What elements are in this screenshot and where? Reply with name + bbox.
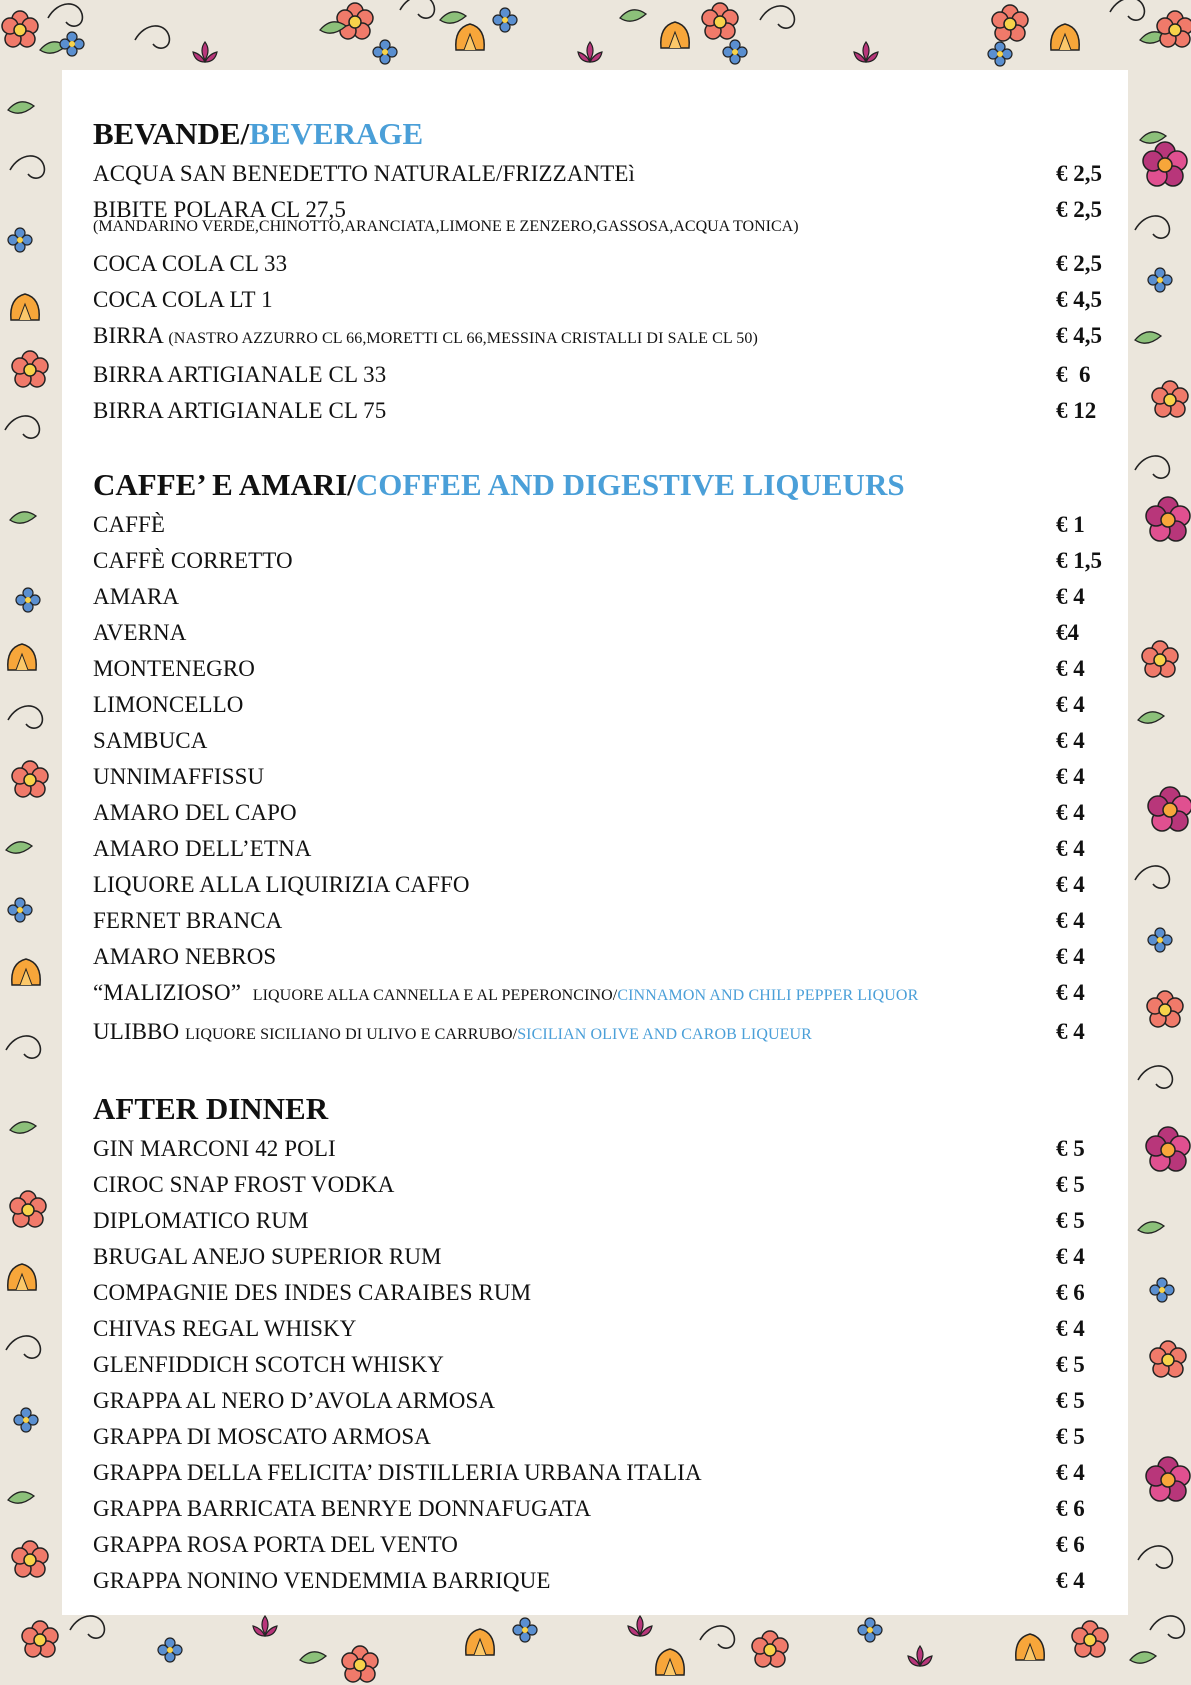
menu-item-name: GRAPPA DI MOSCATO ARMOSA — [93, 1424, 431, 1449]
menu-item — [93, 1311, 1113, 1347]
menu-item-price: € 12 — [1056, 398, 1097, 423]
menu-item-name: LIQUORE ALLA LIQUIRIZIA CAFFO — [93, 872, 470, 897]
menu-item-name: CAFFÈ CORRETTO — [93, 548, 293, 573]
menu-item-line — [93, 282, 1113, 318]
menu-item-line — [93, 357, 1113, 393]
menu-item-price: € 6 — [1056, 362, 1091, 387]
menu-item — [93, 1419, 1113, 1455]
menu-item-name: LIMONCELLO — [93, 692, 244, 717]
menu-section — [93, 112, 1113, 429]
menu-item-price: € 4 — [1056, 728, 1085, 753]
menu-item-price: € 4 — [1056, 584, 1085, 609]
menu-item-price: € 2,5 — [1056, 251, 1102, 276]
section-title — [93, 112, 1113, 156]
menu-item-line — [93, 1131, 1113, 1167]
menu-item — [93, 615, 1113, 651]
menu-item-name: AMARO NEBROS — [93, 944, 277, 969]
menu-item — [93, 1014, 1113, 1053]
menu-item-line — [93, 867, 1113, 903]
menu-item-price: € 4,5 — [1056, 323, 1102, 348]
section-title — [93, 463, 1113, 507]
menu-item-line — [93, 1491, 1113, 1527]
menu-item-line — [93, 507, 1113, 543]
menu-item-name: BIBITE POLARA CL 27,5 — [93, 197, 346, 222]
menu-item-name: AMARO DELL’ETNA — [93, 836, 312, 861]
menu-item-name: SAMBUCA — [93, 728, 208, 753]
menu-item-price: € 4 — [1056, 1244, 1085, 1269]
menu-item-price: € 2,5 — [1056, 197, 1102, 222]
section-title-it: BEVANDE/ — [93, 116, 250, 151]
menu-item-price: € 4 — [1056, 908, 1085, 933]
menu-content — [93, 112, 1113, 1633]
menu-item-line — [93, 723, 1113, 759]
menu-item — [93, 1275, 1113, 1311]
menu-item — [93, 1563, 1113, 1599]
menu-item-name: ACQUA SAN BENEDETTO NATURALE/FRIZZANTEì — [93, 161, 636, 186]
menu-item-price: € 4 — [1056, 1568, 1085, 1593]
menu-item — [93, 831, 1113, 867]
menu-item — [93, 282, 1113, 318]
menu-item-price: € 5 — [1056, 1388, 1085, 1413]
menu-item-price: € 4,5 — [1056, 287, 1102, 312]
menu-item-line — [93, 975, 1113, 1014]
menu-item — [93, 1131, 1113, 1167]
menu-item-price: € 4 — [1056, 764, 1085, 789]
menu-item-price: € 5 — [1056, 1352, 1085, 1377]
menu-item-name: BIRRA ARTIGIANALE CL 33 — [93, 362, 387, 387]
menu-item-price: € 4 — [1056, 980, 1085, 1005]
menu-item-line — [93, 156, 1113, 192]
menu-item — [93, 1239, 1113, 1275]
menu-item — [93, 723, 1113, 759]
menu-item-price: € 6 — [1056, 1280, 1085, 1305]
menu-item-name: GRAPPA AL NERO D’AVOLA ARMOSA — [93, 1388, 496, 1413]
menu-item-price: € 6 — [1056, 1532, 1085, 1557]
menu-item-note-en: CINNAMON AND CHILI PEPPER LIQUOR — [617, 987, 919, 1004]
menu-item — [93, 1455, 1113, 1491]
menu-item-line — [93, 903, 1113, 939]
menu-item-price: € 5 — [1056, 1172, 1085, 1197]
menu-item-name: ULIBBO — [93, 1019, 186, 1044]
menu-item-price: € 4 — [1056, 1460, 1085, 1485]
menu-item-line — [93, 1383, 1113, 1419]
menu-item-price: € 5 — [1056, 1208, 1085, 1233]
menu-item-price: € 2,5 — [1056, 161, 1102, 186]
menu-item-line — [93, 831, 1113, 867]
menu-item-line — [93, 1311, 1113, 1347]
menu-item-line — [93, 687, 1113, 723]
menu-item-name: FERNET BRANCA — [93, 908, 283, 933]
menu-item-price: € 1 — [1056, 512, 1085, 537]
menu-item — [93, 393, 1113, 429]
menu-item-name: BRUGAL ANEJO SUPERIOR RUM — [93, 1244, 442, 1269]
menu-item-subtitle: (MANDARINO VERDE,CHINOTTO,ARANCIATA,LIMONE E ZENZERO,GASSOSA,ACQUA TONICA) — [93, 218, 799, 235]
menu-item-name: COMPAGNIE DES INDES CARAIBES RUM — [93, 1280, 532, 1305]
menu-item — [93, 543, 1113, 579]
menu-item-name: GRAPPA BARRICATA BENRYE DONNAFUGATA — [93, 1496, 592, 1521]
menu-item-name: GLENFIDDICH SCOTCH WHISKY — [93, 1352, 444, 1377]
menu-item-line — [93, 939, 1113, 975]
menu-item-line — [93, 318, 1113, 357]
menu-item-price: € 4 — [1056, 656, 1085, 681]
section-title-it: AFTER DINNER — [93, 1091, 329, 1126]
menu-item-price: € 4 — [1056, 836, 1085, 861]
menu-item-note: LIQUORE ALLA CANNELLA E AL PEPERONCINO/ — [252, 987, 618, 1004]
menu-item-name: GRAPPA DELLA FELICITA’ DISTILLERIA URBANA ITALIA — [93, 1460, 702, 1485]
menu-item — [93, 651, 1113, 687]
menu-item-name: AVERNA — [93, 620, 187, 645]
menu-item-line — [93, 759, 1113, 795]
menu-item-note: (NASTRO AZZURRO CL 66,MORETTI CL 66,MESSINA CRISTALLI DI SALE CL 50) — [168, 330, 758, 347]
menu-item-line — [93, 1419, 1113, 1455]
menu-item-price: € 4 — [1056, 1019, 1085, 1044]
menu-item-line — [93, 543, 1113, 579]
menu-item-note-en: SICILIAN OLIVE AND CAROB LIQUEUR — [517, 1026, 812, 1043]
menu-item-name: GIN MARCONI 42 POLI — [93, 1136, 336, 1161]
section-title-it: CAFFE’ E AMARI/ — [93, 467, 356, 502]
menu-item — [93, 867, 1113, 903]
menu-item-name: CIROC SNAP FROST VODKA — [93, 1172, 395, 1197]
menu-item — [93, 759, 1113, 795]
menu-item-line — [93, 1347, 1113, 1383]
menu-item-price: € 4 — [1056, 872, 1085, 897]
menu-item-name: UNNIMAFFISSU — [93, 764, 265, 789]
menu-item-name: COCA COLA CL 33 — [93, 251, 288, 276]
menu-item — [93, 318, 1113, 357]
menu-item-price: € 4 — [1056, 1316, 1085, 1341]
menu-item-line — [93, 579, 1113, 615]
menu-item-price: € 5 — [1056, 1136, 1085, 1161]
menu-item-line — [93, 615, 1113, 651]
menu-item — [93, 1383, 1113, 1419]
menu-item — [93, 579, 1113, 615]
menu-item — [93, 939, 1113, 975]
menu-item — [93, 246, 1113, 282]
menu-item — [93, 1527, 1113, 1563]
menu-item-name: AMARA — [93, 584, 180, 609]
menu-item — [93, 192, 1113, 246]
menu-item-price: € 1,5 — [1056, 548, 1102, 573]
menu-item — [93, 1491, 1113, 1527]
menu-item — [93, 903, 1113, 939]
menu-item-name: AMARO DEL CAPO — [93, 800, 297, 825]
menu-item-line — [93, 1167, 1113, 1203]
menu-item-price: €4 — [1056, 620, 1079, 645]
menu-item-name: MONTENEGRO — [93, 656, 255, 681]
section-title — [93, 1087, 1113, 1131]
section-title-en: BEVERAGE — [249, 116, 424, 151]
menu-item — [93, 1347, 1113, 1383]
menu-item-name: CAFFÈ — [93, 512, 166, 537]
menu-item-line — [93, 1527, 1113, 1563]
menu-item-name: GRAPPA NONINO VENDEMMIA BARRIQUE — [93, 1568, 551, 1593]
menu-item-line — [93, 393, 1113, 429]
menu-item — [93, 975, 1113, 1014]
menu-item-name: DIPLOMATICO RUM — [93, 1208, 309, 1233]
section-title-en: COFFEE AND DIGESTIVE LIQUEURS — [355, 467, 905, 502]
menu-item-name: BIRRA — [93, 323, 169, 348]
menu-item-name: COCA COLA LT 1 — [93, 287, 273, 312]
menu-item — [93, 156, 1113, 192]
menu-section — [93, 1087, 1113, 1599]
menu-item-line — [93, 1455, 1113, 1491]
menu-item — [93, 507, 1113, 543]
menu-item-line — [93, 795, 1113, 831]
menu-item — [93, 1167, 1113, 1203]
menu-item-line — [93, 1239, 1113, 1275]
menu-item-name: CHIVAS REGAL WHISKY — [93, 1316, 357, 1341]
menu-item-name: BIRRA ARTIGIANALE CL 75 — [93, 398, 387, 423]
menu-item-price: € 5 — [1056, 1424, 1085, 1449]
menu-item-price: € 4 — [1056, 800, 1085, 825]
menu-item — [93, 357, 1113, 393]
menu-item-price: € 6 — [1056, 1496, 1085, 1521]
menu-item — [93, 1203, 1113, 1239]
menu-item-line — [93, 1014, 1113, 1053]
menu-item-line — [93, 1203, 1113, 1239]
menu-item-line — [93, 1563, 1113, 1599]
menu-item-line — [93, 1275, 1113, 1311]
menu-section — [93, 463, 1113, 1053]
menu-item-line — [93, 651, 1113, 687]
menu-item-name: GRAPPA ROSA PORTA DEL VENTO — [93, 1532, 459, 1557]
menu-item-line — [93, 246, 1113, 282]
menu-item-note: LIQUORE SICILIANO DI ULIVO E CARRUBO/ — [185, 1026, 518, 1043]
menu-item-price: € 4 — [1056, 944, 1085, 969]
menu-item — [93, 795, 1113, 831]
menu-item-name: “MALIZIOSO” — [93, 980, 253, 1005]
menu-item-price: € 4 — [1056, 692, 1085, 717]
menu-item — [93, 687, 1113, 723]
